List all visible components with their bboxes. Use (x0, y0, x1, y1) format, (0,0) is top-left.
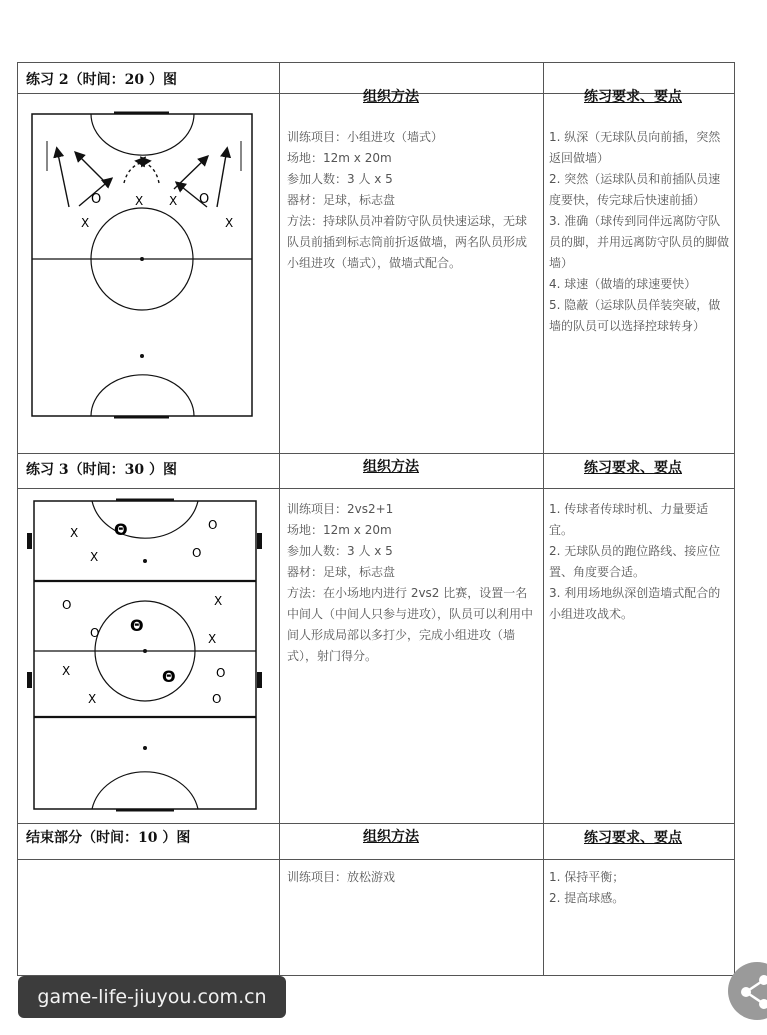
requirements-text (549, 127, 729, 337)
penalty-spot (143, 559, 147, 563)
method-text (287, 867, 533, 888)
column-divider (543, 63, 544, 975)
attacker-marker: X (225, 216, 234, 230)
defender-marker: O (192, 546, 202, 560)
section-title: 练习 3（时间：30 ）图 (26, 462, 177, 478)
center-spot (143, 649, 147, 653)
defender-marker: O (208, 518, 218, 532)
side-goal (257, 533, 262, 549)
pass-arrow (76, 153, 109, 186)
method-line: 方法：在小场地内进行 2vs2 比赛，设置一名中间人（中间人只参与进攻），队员可以利用中间人形成局部以多打少，完成小组进攻（墙式），射门得分。 (287, 586, 534, 663)
requirement-line: 2. 无球队员的跑位路线、接应位置、角度要合适。 (549, 544, 721, 579)
dribble-arrow (137, 161, 159, 183)
method-line: 场地：12m x 20m (287, 151, 392, 165)
defender-marker: O (91, 192, 102, 207)
attacker-marker: X (214, 594, 223, 608)
defender-marker: O (199, 192, 210, 207)
method-line: 训练项目：放松游戏 (287, 870, 396, 884)
neutral-player-marker: Θ (114, 520, 128, 539)
requirements-text (549, 499, 729, 625)
row-divider (18, 859, 734, 860)
requirement-line: 3. 准确（球传到同伴远离防守队员的脚，并用远离防守队员的脚做墙） (549, 214, 730, 270)
requirement-line: 1. 传球者传球时机、力量要适宜。 (549, 502, 709, 537)
requirement-line: 3. 利用场地纵深创造墙式配合的小组进攻战术。 (549, 586, 721, 621)
field-boundary (32, 114, 252, 416)
method-header: 组织方法 (363, 829, 419, 845)
side-goal (27, 672, 32, 688)
requirement-line: 5. 隐蔽（运球队员佯装突破，做墙的队员可以选择控球转身） (549, 298, 721, 333)
side-goal (27, 533, 32, 549)
neutral-player-marker: Θ (162, 667, 176, 686)
requirements-header: 练习要求、要点 (584, 460, 682, 476)
penalty-arc (92, 501, 198, 538)
penalty-spot (143, 746, 147, 750)
method-header: 组织方法 (363, 459, 419, 475)
neutral-player-marker: Θ (130, 616, 144, 635)
row-divider (18, 453, 734, 454)
attacker-marker: X (70, 526, 79, 540)
side-goal (257, 672, 262, 688)
requirement-line: 2. 突然（运球队员和前插队员速度要快，传完球后快速前插） (549, 172, 721, 207)
method-line: 训练项目：小组进攻（墙式） (287, 130, 444, 144)
requirement-line: 4. 球速（做墙的球速要快） (549, 277, 697, 291)
field-boundary (34, 501, 256, 809)
run-arrow (57, 149, 69, 207)
penalty-arc (91, 375, 194, 416)
defender-marker: O (212, 692, 222, 706)
method-line: 器材：足球，标志盘 (287, 565, 396, 579)
requirement-line: 2. 提高球感。 (549, 891, 625, 905)
practice-2-field-diagram (29, 111, 259, 421)
center-spot (140, 257, 144, 261)
defender-marker: O (62, 598, 72, 612)
attacker-marker: X (62, 664, 71, 678)
attacker-marker: X (135, 194, 144, 208)
penalty-spot (140, 354, 144, 358)
attacker-marker: X (88, 692, 97, 706)
method-line: 参加人数：3 人 x 5 (287, 544, 393, 558)
defender-marker: O (90, 626, 100, 640)
requirement-line: 1. 纵深（无球队员向前插，突然返回做墙） (549, 130, 721, 165)
method-header: 组织方法 (363, 89, 419, 105)
attacker-marker: X (81, 216, 90, 230)
method-line: 场地：12m x 20m (287, 523, 392, 537)
method-line: 器材：足球，标志盘 (287, 193, 396, 207)
practice-3-field-diagram (26, 497, 262, 815)
section-title: 结束部分（时间：10 ）图 (26, 830, 191, 846)
defender-marker: O (216, 666, 226, 680)
dribble-arrow (124, 161, 149, 183)
attacker-marker: X (208, 632, 217, 646)
attacker-marker: X (169, 194, 178, 208)
requirements-header: 练习要求、要点 (584, 830, 682, 846)
penalty-arc (92, 772, 198, 809)
penalty-arc (91, 114, 194, 155)
requirement-line: 1. 保持平衡； (549, 870, 625, 884)
method-line: 方法：持球队员冲着防守队员快速运球，无球队员前插到标志筒前折返做墙，两名队员形成小组进攻（墙式），做墙式配合。 (287, 214, 528, 270)
attacker-marker: X (90, 550, 99, 564)
section-title: 练习 2（时间：20 ）图 (26, 72, 177, 88)
site-watermark: game-life-jiuyou.com.cn (18, 976, 286, 1018)
method-text (287, 127, 533, 274)
method-line: 参加人数：3 人 x 5 (287, 172, 393, 186)
column-divider (279, 63, 280, 975)
row-divider (18, 823, 734, 824)
requirements-text (549, 867, 729, 909)
training-plan-table (17, 62, 735, 976)
run-arrow (217, 149, 227, 207)
row-divider (18, 488, 734, 489)
method-line: 训练项目：2vs2+1 (287, 502, 394, 516)
share-icon[interactable] (728, 962, 767, 1020)
method-text (287, 499, 533, 667)
requirements-header: 练习要求、要点 (584, 89, 682, 105)
